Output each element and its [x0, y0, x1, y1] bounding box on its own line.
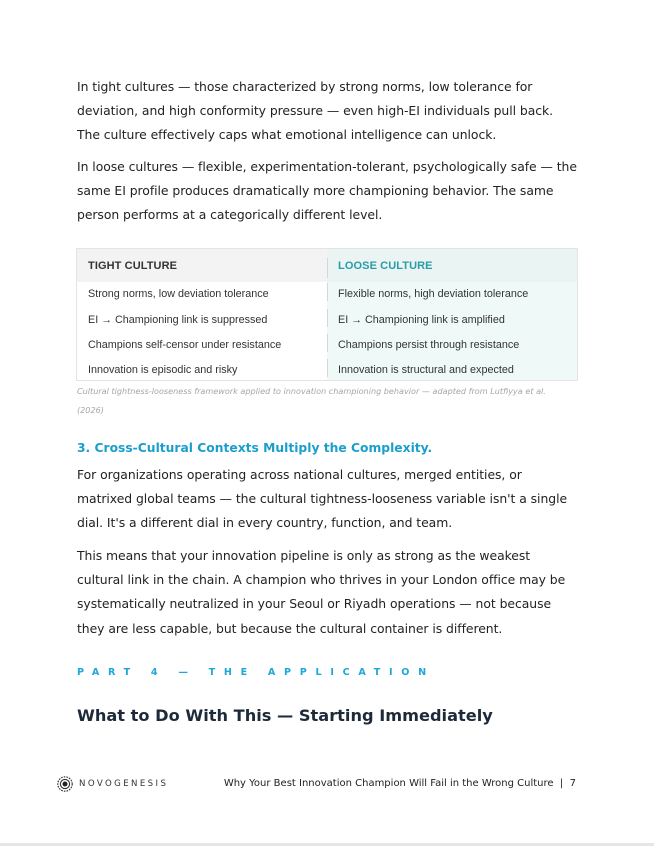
table-cell: Champions self-censor under resistance: [88, 339, 282, 351]
body-paragraph-loose-cultures: In loose cultures — flexible, experimentation-tolerant, psychologically safe — the same EI profile produces dramatically more championing behavior. The same person performs at a categorically different level.: [77, 159, 577, 223]
table-cell: Champions persist through resistance: [338, 339, 520, 351]
table-cell: Strong norms, low deviation tolerance: [88, 288, 269, 300]
culture-comparison-table: [76, 248, 578, 381]
loose-culture-header: LOOSE CULTURE: [338, 260, 433, 272]
body-paragraph-tight-cultures: In tight cultures — those characterized by strong norms, low tolerance for deviation, and high conformity pressure — even high-EI individuals pull back. The culture effectively caps what emotional intelligence can unlock.: [77, 79, 554, 143]
table-caption: Cultural tightness-looseness framework applied to innovation championing behavior — adapted from Lutfiyya et al. (2026): [77, 386, 546, 415]
table-header-row: [327, 249, 578, 282]
footer-brand-name: NOVOGENESIS: [79, 779, 169, 789]
table-cell: Flexible norms, high deviation tolerance: [338, 288, 529, 300]
table-cell: Innovation is episodic and risky: [88, 364, 238, 376]
body-paragraph-cross-cultural: For organizations operating across national cultures, merged entities, or matrixed global teams — the cultural tightness-looseness variable isn't a single dial. It's a different dial in every country, function, and team.: [77, 467, 568, 531]
part-4-label: PART 4 — THE APPLICATION: [77, 667, 435, 678]
loose-culture-column: [327, 249, 578, 380]
column-divider: [327, 359, 328, 377]
body-paragraph-innovation-pipeline: This means that your innovation pipeline is only as strong as the weakest cultural link in the chain. A champion who thrives in your London office may be systematically neutralized in your Seoul or Riyadh operations — not because they are less capable, but because the cultural container is different.: [77, 548, 566, 636]
column-divider: [327, 258, 328, 278]
part-4-heading: What to Do With This — Starting Immediately: [77, 706, 493, 725]
tight-culture-column: [77, 249, 327, 380]
table-cell: Innovation is structural and expected: [338, 364, 514, 376]
section-3-heading: 3. Cross-Cultural Contexts Multiply the Complexity.: [77, 441, 433, 455]
table-cell: EI → Championing link is suppressed: [88, 314, 268, 326]
column-divider: [327, 334, 328, 352]
footer-title-page-number: Why Your Best Innovation Champion Will Fail in the Wrong Culture | 7: [223, 778, 576, 789]
table-cell: EI → Championing link is amplified: [338, 314, 505, 326]
column-divider: [327, 309, 328, 327]
table-header-row: [77, 249, 327, 282]
tight-culture-header: TIGHT CULTURE: [88, 260, 178, 272]
column-divider: [327, 283, 328, 301]
novogenesis-logo-icon: [57, 776, 73, 792]
